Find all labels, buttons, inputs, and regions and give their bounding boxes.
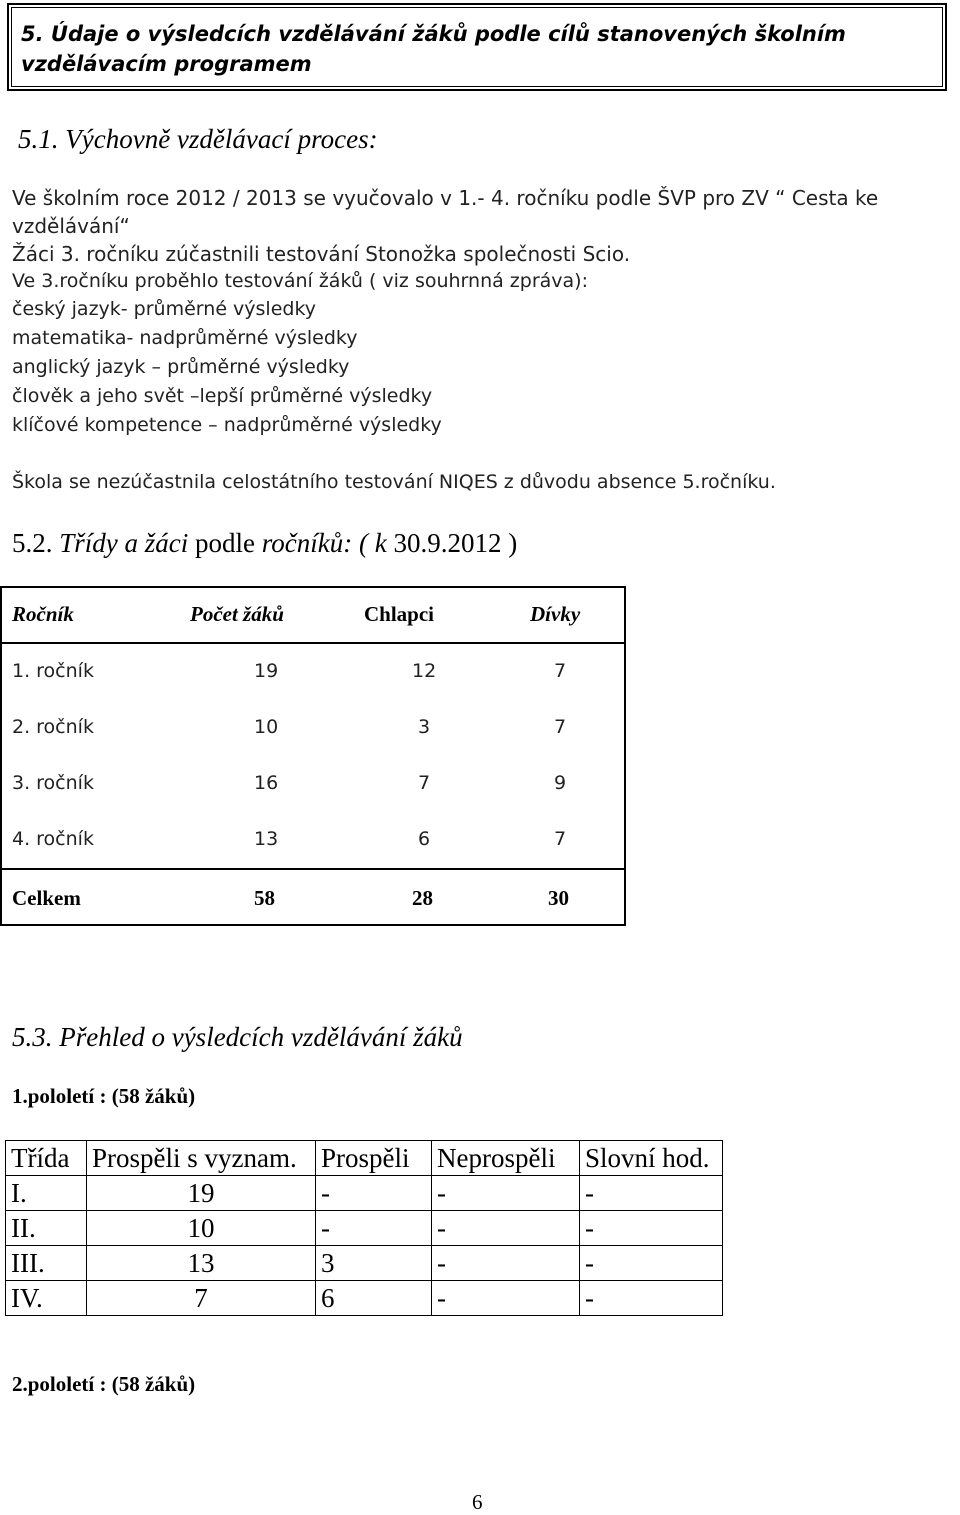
title-part: ročníků: ( k	[261, 528, 387, 558]
table-cell: 7	[554, 828, 567, 850]
paragraph-line: vzdělávání“	[12, 214, 130, 238]
table-cell: -	[580, 1281, 723, 1316]
section-heading-box	[7, 3, 947, 91]
table-cell: 9	[554, 772, 567, 794]
table-header-cell: Počet žáků	[190, 602, 284, 626]
table-cell: I.	[6, 1176, 87, 1211]
semester-1-label: 1.pololetí : (58 žáků)	[12, 1084, 196, 1108]
table-cell: 12	[412, 660, 437, 682]
table-cell: -	[580, 1211, 723, 1246]
table-cell: 10	[254, 716, 279, 738]
table-cell: 1. ročník	[12, 660, 94, 682]
table-cell: -	[432, 1246, 580, 1281]
table-cell: -	[580, 1246, 723, 1281]
table-row	[6, 1176, 723, 1211]
table-cell: 7	[554, 660, 567, 682]
table-header-row	[6, 1141, 723, 1176]
table-cell: 7	[554, 716, 567, 738]
page-number: 6	[472, 1490, 483, 1514]
section-heading-line2: vzdělávacím programem	[21, 52, 312, 76]
section-heading-line1: 5. Údaje o výsledcích vzdělávání žáků podle cílů stanovených školním	[21, 22, 846, 46]
table-cell: 6	[418, 828, 431, 850]
semester-2-label: 2.pololetí : (58 žáků)	[12, 1372, 196, 1396]
table-cell: II.	[6, 1211, 87, 1246]
table-row	[6, 1246, 723, 1281]
table-header-cell: Prospěli s vyznam.	[87, 1141, 316, 1176]
table-header-cell: Prospěli	[316, 1141, 432, 1176]
table-cell: 13	[254, 828, 279, 850]
section-5-2-title	[12, 528, 517, 559]
table-cell: 3	[418, 716, 431, 738]
table-row	[6, 1281, 723, 1316]
result-line: matematika- nadprůměrné výsledky	[12, 327, 358, 349]
table-cell: III.	[6, 1246, 87, 1281]
table-cell: -	[316, 1211, 432, 1246]
result-line: člověk a jeho svět –lepší průměrné výsledky	[12, 385, 433, 407]
table-header-cell: Ročník	[12, 602, 74, 626]
table-cell: -	[432, 1211, 580, 1246]
table-header-cell: Dívky	[530, 602, 581, 626]
section-5-3-title: 5.3. Přehled o výsledcích vzdělávání žáků	[12, 1022, 463, 1052]
table-cell: 10	[87, 1211, 316, 1246]
table-cell: 3. ročník	[12, 772, 94, 794]
paragraph-line: Žáci 3. ročníku zúčastnili testování Stonožka společnosti Scio.	[12, 242, 631, 266]
title-part: 5.2.	[12, 528, 53, 558]
section-heading	[21, 19, 933, 79]
table-row	[6, 1211, 723, 1246]
table-total-cell: 30	[548, 886, 569, 910]
table-cell: -	[432, 1176, 580, 1211]
table-cell: -	[432, 1281, 580, 1316]
table-cell: -	[316, 1176, 432, 1211]
title-part: 30.9.2012 )	[386, 528, 518, 558]
result-line: anglický jazyk – průměrné výsledky	[12, 356, 350, 378]
table-cell: 13	[87, 1246, 316, 1281]
paragraph-line: Ve 3.ročníku proběhlo testování žáků ( viz souhrnná zpráva):	[12, 270, 588, 292]
table-cell: 6	[316, 1281, 432, 1316]
table-total-cell: 28	[412, 886, 433, 910]
title-part: Třídy a žáci	[59, 528, 189, 558]
table-total-cell: Celkem	[12, 886, 81, 910]
table-cell: 4. ročník	[12, 828, 94, 850]
table-cell: 7	[87, 1281, 316, 1316]
table-cell: 19	[87, 1176, 316, 1211]
table-total-cell: 58	[254, 886, 275, 910]
table-cell: -	[580, 1176, 723, 1211]
table-cell: 2. ročník	[12, 716, 94, 738]
table-header-cell: Chlapci	[364, 602, 435, 626]
result-line: český jazyk- průměrné výsledky	[12, 298, 317, 320]
section-5-1-title: 5.1. Výchovně vzdělávací proces:	[18, 124, 378, 154]
table-header-cell: Neprospěli	[432, 1141, 580, 1176]
table-header-cell: Slovní hod.	[580, 1141, 723, 1176]
title-part: podle	[188, 528, 262, 558]
result-line: klíčové kompetence – nadprůměrné výsledky	[12, 414, 442, 436]
table-cell: 16	[254, 772, 279, 794]
paragraph-line: Ve školním roce 2012 / 2013 se vyučovalo v 1.- 4. ročníku podle ŠVP pro ZV “ Cesta ke	[12, 186, 879, 210]
table-cell: 3	[316, 1246, 432, 1281]
table-cell: IV.	[6, 1281, 87, 1316]
niqes-note: Škola se nezúčastnila celostátního testování NIQES z důvodu absence 5.ročníku.	[12, 471, 776, 493]
table-cell: 19	[254, 660, 279, 682]
table-cell: 7	[418, 772, 431, 794]
table-header-cell: Třída	[6, 1141, 87, 1176]
results-table	[5, 1140, 723, 1316]
